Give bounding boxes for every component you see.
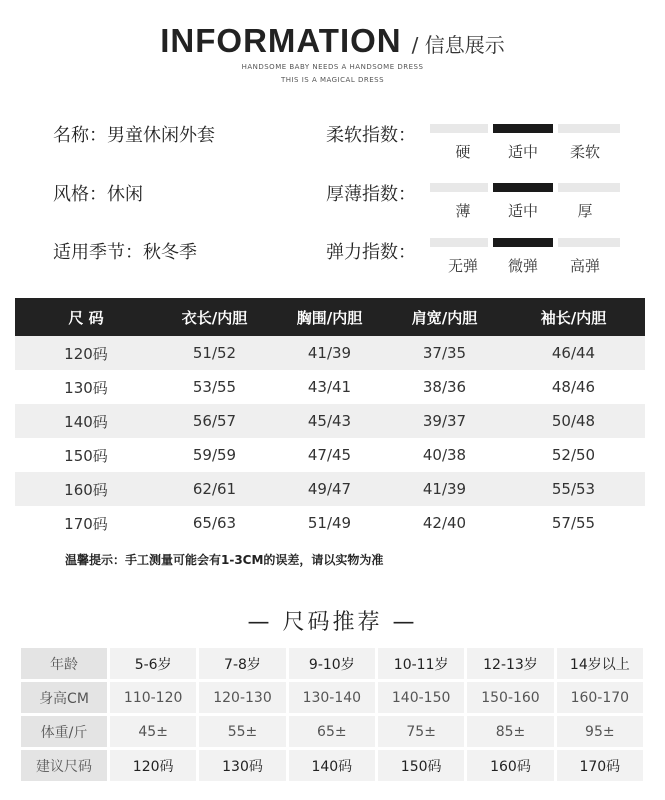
- table-row: [15, 506, 645, 540]
- cell: 43/41: [272, 370, 387, 404]
- cell: 160码: [15, 472, 157, 506]
- attribute-season: 适用季节：秋冬季: [53, 242, 197, 263]
- cell: 39/37: [387, 404, 502, 438]
- header-length: 衣长/内胆: [157, 298, 272, 336]
- thickness-seg-2: [493, 183, 553, 192]
- title-row: [0, 22, 665, 60]
- cell: 42/40: [387, 506, 502, 540]
- cell: 120码: [110, 750, 196, 781]
- cell: 85±: [467, 716, 553, 747]
- cell: 38/36: [387, 370, 502, 404]
- cell: 5-6岁: [110, 648, 196, 679]
- elasticity-option-3: 高弹: [569, 257, 600, 275]
- softness-option-3: 柔软: [569, 143, 600, 161]
- cell: 170码: [557, 750, 643, 781]
- cell: 75±: [378, 716, 464, 747]
- page-subtitle: / 信息展示: [411, 33, 505, 57]
- cell: 120-130: [199, 682, 285, 713]
- cell: 120码: [15, 336, 157, 370]
- recommend-title: — 尺码推荐 —: [247, 610, 418, 635]
- cell: 55±: [199, 716, 285, 747]
- table-row: [15, 404, 645, 438]
- table-row: [15, 472, 645, 506]
- measurement-tip: 温馨提示：手工测量可能会有1-3CM的误差，请以实物为准: [65, 553, 384, 567]
- row-header: 身高CM: [21, 682, 107, 713]
- cell: 52/50: [502, 438, 645, 472]
- cell: 140-150: [378, 682, 464, 713]
- cell: 51/52: [157, 336, 272, 370]
- header-shoulder: 肩宽/内胆: [387, 298, 502, 336]
- recommend-row-size: [21, 750, 643, 781]
- cell: 10-11岁: [378, 648, 464, 679]
- softness-option-2: 适中: [507, 143, 538, 161]
- size-table-header: [15, 298, 645, 336]
- cell: 37/35: [387, 336, 502, 370]
- cell: 160-170: [557, 682, 643, 713]
- cell: 57/55: [502, 506, 645, 540]
- cell: 45/43: [272, 404, 387, 438]
- cell: 140码: [289, 750, 375, 781]
- cell: 150-160: [467, 682, 553, 713]
- elasticity-seg-2: [493, 238, 553, 247]
- softness-option-1: 硬: [455, 143, 471, 161]
- header-sleeve: 袖长/内胆: [502, 298, 645, 336]
- cell: 95±: [557, 716, 643, 747]
- page-title: INFORMATION: [160, 22, 402, 59]
- cell: 12-13岁: [467, 648, 553, 679]
- cell: 160码: [467, 750, 553, 781]
- row-header: 建议尺码: [21, 750, 107, 781]
- cell: 45±: [110, 716, 196, 747]
- thickness-seg-1: [430, 183, 488, 192]
- cell: 170码: [15, 506, 157, 540]
- thickness-seg-3: [558, 183, 620, 192]
- row-header: 体重/斤: [21, 716, 107, 747]
- cell: 48/46: [502, 370, 645, 404]
- header: [0, 22, 665, 86]
- attribute-name: 名称：男童休闲外套: [53, 125, 215, 146]
- cell: 49/47: [272, 472, 387, 506]
- cell: 51/49: [272, 506, 387, 540]
- softness-seg-1: [430, 124, 488, 133]
- softness-seg-3: [558, 124, 620, 133]
- cell: 41/39: [272, 336, 387, 370]
- cell: 53/55: [157, 370, 272, 404]
- softness-label: 柔软指数：: [326, 125, 416, 146]
- table-row: [15, 336, 645, 370]
- recommend-table: [18, 645, 646, 784]
- header-size: 尺 码: [15, 298, 157, 336]
- header-chest: 胸围/内胆: [272, 298, 387, 336]
- cell: 150码: [15, 438, 157, 472]
- cell: 46/44: [502, 336, 645, 370]
- cell: 65/63: [157, 506, 272, 540]
- recommend-row-height: [21, 682, 643, 713]
- cell: 47/45: [272, 438, 387, 472]
- cell: 40/38: [387, 438, 502, 472]
- thickness-option-1: 薄: [455, 202, 471, 220]
- tagline-1: HANDSOME BABY NEEDS A HANDSOME DRESS: [241, 63, 424, 71]
- thickness-scale: [430, 183, 620, 223]
- table-row: [15, 438, 645, 472]
- elasticity-label: 弹力指数：: [326, 242, 416, 263]
- elasticity-option-1: 无弹: [447, 257, 478, 275]
- elasticity-seg-1: [430, 238, 488, 247]
- elasticity-option-2: 微弹: [507, 257, 538, 275]
- cell: 14岁以上: [557, 648, 643, 679]
- cell: 62/61: [157, 472, 272, 506]
- row-header: 年龄: [21, 648, 107, 679]
- cell: 41/39: [387, 472, 502, 506]
- cell: 130码: [15, 370, 157, 404]
- cell: 110-120: [110, 682, 196, 713]
- thickness-option-2: 适中: [507, 202, 538, 220]
- cell: 59/59: [157, 438, 272, 472]
- recommend-row-age: [21, 648, 643, 679]
- elasticity-scale: [430, 238, 620, 278]
- cell: 7-8岁: [199, 648, 285, 679]
- cell: 130码: [199, 750, 285, 781]
- cell: 50/48: [502, 404, 645, 438]
- thickness-option-3: 厚: [577, 202, 593, 220]
- cell: 150码: [378, 750, 464, 781]
- tagline-2: THIS IS A MAGICAL DRESS: [280, 76, 385, 84]
- table-row: [15, 370, 645, 404]
- softness-scale: [430, 124, 620, 164]
- cell: 65±: [289, 716, 375, 747]
- cell: 140码: [15, 404, 157, 438]
- cell: 130-140: [289, 682, 375, 713]
- cell: 55/53: [502, 472, 645, 506]
- thickness-label: 厚薄指数：: [326, 184, 416, 205]
- elasticity-seg-3: [558, 238, 620, 247]
- attribute-style: 风格：休闲: [53, 184, 143, 205]
- size-table: [15, 298, 645, 540]
- softness-seg-2: [493, 124, 553, 133]
- cell: 56/57: [157, 404, 272, 438]
- cell: 9-10岁: [289, 648, 375, 679]
- recommend-row-weight: [21, 716, 643, 747]
